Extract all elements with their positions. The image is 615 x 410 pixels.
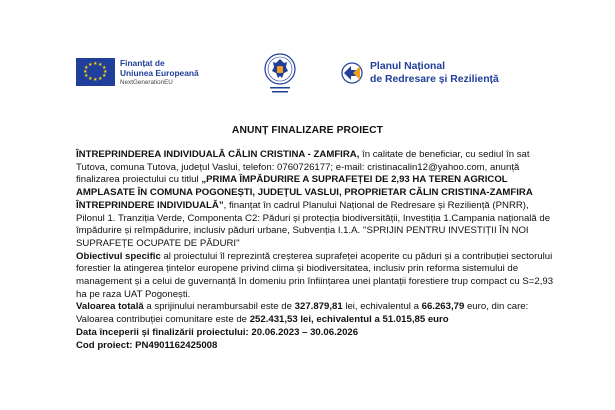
- project-dates-text: Data începerii și finalizării proiectului: 20.06.2023 – 30.06.2026: [76, 326, 359, 338]
- objective-label: Obiectivul specific: [76, 250, 161, 262]
- value-amount-eur: 66.263,79: [421, 301, 465, 313]
- announcement-paragraph: [76, 149, 554, 251]
- eu-flag-icon: ★ ★ ★ ★ ★ ★ ★ ★ ★ ★ ★ ★: [76, 58, 115, 86]
- document-title: ANUNȚ FINALIZARE PROIECT: [231, 125, 384, 136]
- value-text-3: euro, din care:: [464, 301, 529, 313]
- objective-text: al proiectului îl reprezintă creșterea suprafeței acoperite cu păduri și a contribuției sectorului forestier la atingerea țintelor europene privind clima și biodiversitatea, inclusiv prin reforma sistemului de management și a celui de guvernanță în domeniu prin înființarea unei plantații forestiere trup compact cu S=2,93 ha pe raza UAT Pogonești.: [76, 250, 554, 300]
- pnrr-logo: [340, 60, 499, 86]
- value-amount-lei: 327.879,81: [294, 301, 343, 313]
- value-paragraph: [76, 301, 554, 314]
- logo-bar: [0, 52, 615, 98]
- community-amount: 252.431,53 lei, echivalentul a 51.015,85 euro: [249, 314, 449, 326]
- community-text: Valoarea contribuției comunitare este de: [76, 314, 250, 326]
- value-label: Valoarea totală: [76, 301, 144, 313]
- eu-funding-logo: [76, 58, 199, 88]
- pnrr-mark-icon: [340, 61, 366, 85]
- eu-logo-line2: Uniunea Europeană: [120, 68, 199, 78]
- project-code-text: Cod proiect: PN4901162425008: [76, 339, 218, 351]
- romanian-government-emblem: [263, 52, 297, 98]
- value-text: a sprijinului nerambursabil este de: [143, 301, 295, 313]
- document-body: [76, 149, 554, 352]
- eu-logo-line1: Finanțat de: [120, 58, 165, 68]
- project-code: [76, 340, 554, 353]
- government-seal-icon: [263, 52, 297, 98]
- beneficiary-name: ÎNTREPRINDEREA INDIVIDUALĂ CĂLIN CRISTINA - ZAMFIRA,: [76, 149, 360, 160]
- project-dates: [76, 327, 554, 340]
- community-paragraph: [76, 314, 554, 327]
- project-title: „PRIMA ÎMPĂDURIRE A SUPRAFEȚEI DE 2,93 HA TEREN AGRICOL AMPLASATE ÎN COMUNA POGONEȘTI, JUDEȚUL VASLUI, PROPRIETAR CĂLIN CRISTINA-ZAMFIRA ÎNTREPRINDERE INDIVIDUALĂ”: [76, 174, 533, 211]
- pnrr-logo-line2: de Redresare și Reziliență: [370, 74, 499, 85]
- eu-logo-line3: NextGenerationEU: [120, 79, 173, 86]
- announcement-text: în calitate de beneficiar, cu sediul în sat Tutova, comuna Tutova, județul Vaslui, telefon: 0760726177; e-mail: cristinacalin12@yahoo.com, anunță finalizarea proiectului cu titlul: [76, 149, 530, 186]
- value-text-2: lei, echivalentul a: [342, 301, 422, 313]
- pnrr-logo-line1: Planul Național: [370, 61, 446, 72]
- objective-paragraph: [76, 251, 554, 302]
- funding-text: , finanțat în cadrul Planului Național de Redresare și Reziliență (PNRR), Pilonul 1. Tranziția Verde, Componenta C2: Păduri și protecția biodiversității, Investiția 1.Campania națională de împădurire și reîmpădurire, inclusiv păduri urbane, Subvenția I.1.A. ''SPRIJIN PENTRU INVESTIȚII ÎN NOI SUPRAFEȚE OCUPATE DE PĂDURI'': [76, 199, 551, 249]
